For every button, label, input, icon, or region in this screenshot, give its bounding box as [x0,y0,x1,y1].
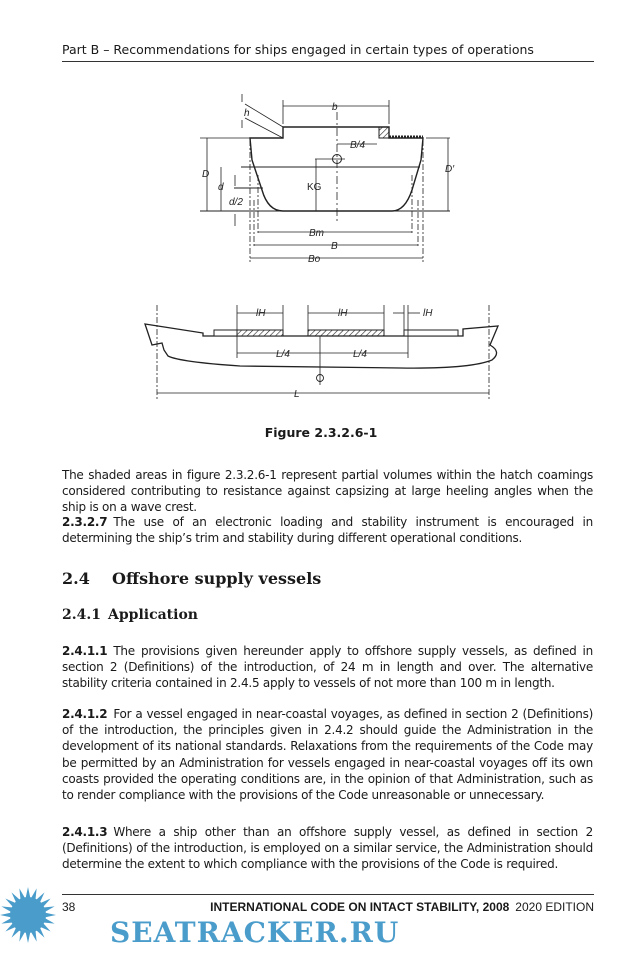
sun-ray [26,932,31,943]
label-lH-3: lH [423,308,433,319]
footer-rule [62,894,594,895]
sun-ray [1,906,12,912]
sun-ray [0,913,11,918]
figure-caption: Figure 2.3.2.6-1 [264,425,378,440]
heading-title: Application [108,607,198,623]
label-d-half: d/2 [229,197,243,208]
watermark-sun-logo [0,880,58,950]
cross-section-drawing [200,94,450,262]
section-heading-2-4 [62,569,321,588]
label-D-prime: D′ [445,164,455,175]
label-L: L [294,389,300,400]
profile-drawing [145,305,498,400]
sun-ray [19,930,25,941]
label-h: h [244,108,250,119]
label-lH-2: lH [338,308,348,319]
paragraph-shaded-areas: The shaded areas in figure 2.3.2.6-1 represent partial volumes within the hatch coamings considered contributing to resistance against capsizing at large heeling angles when the ship is on a wave crest. [62,468,593,515]
label-L4-a: L/4 [276,349,290,360]
para-text: Where a ship other than an offshore supply vessel, as defined in section 2 (Definitions) of the introduction, is employed on a similar service, the Administration should determine the extent to which compliance with the provisions of the Code is required. [62,825,593,872]
footer-title-block [140,900,594,914]
watermark-text: SEATRACKER.RU [110,916,400,949]
sun-ray [31,888,37,899]
sun-ray [1,918,12,924]
label-D: D [202,169,210,180]
label-L4-b: L/4 [353,349,367,360]
sun-ray [19,888,25,899]
paragraph-2-4-1-3 [62,824,593,873]
section-heading-2-4-1 [62,607,198,623]
heading-number: 2.4 [62,569,90,588]
paragraph-2-4-1-2 [62,706,593,803]
heading-number: 2.4.1 [62,607,101,623]
label-b-quarter: B/4 [350,140,366,151]
paragraph-2-4-1-1 [62,643,593,692]
para-number: 2.4.1.2 [62,707,108,721]
sun-ray [43,906,54,912]
label-Bo: Bo [308,254,321,265]
label-Bm: Bm [309,228,324,239]
footer-title: INTERNATIONAL CODE ON INTACT STABILITY, 2008 [210,900,510,914]
para-text: For a vessel engaged in near-coastal voyages, as defined in section 2 (Definitions) of the introduction, the principles given in 2.4.2 should guide the Administration in the development of its national standards. Relaxations from the requirements of the Code may be permitted by an Administration for vessels engaged in near-coastal voyages off its own coasts provided the operating conditions are, in the opinion of that Administration, such as to render compliance with the provisions of the Code unreasonable or unnecessary. [62,707,593,803]
para-number: 2.4.1.1 [62,644,108,658]
label-KG: KG [307,182,322,193]
label-lH-1: lH [256,308,266,319]
label-B: B [331,241,338,252]
para-text: The provisions given hereunder apply to offshore supply vessels, as defined in section 2 (Definitions) of the introduction, of 24 m in length and over. The alternative stability criteria contained in 2.4.5 apply to vessels of not more than 100 m in length. [62,644,593,691]
para-number: 2.3.2.7 [62,515,108,529]
page-number: 38 [62,900,76,914]
para-text: The use of an electronic loading and stability instrument is encouraged in determining the ship’s trim and stability during different operational conditions. [62,515,593,546]
figure-2-3-2-6-1 [0,0,642,420]
sun-ray [43,918,54,924]
heading-title: Offshore supply vessels [112,569,322,588]
footer-edition: 2020 EDITION [515,900,594,914]
sun-ray [26,887,31,898]
para-number: 2.4.1.3 [62,825,108,839]
running-header: Part B – Recommendations for ships engaged in certain types of operations [62,42,534,57]
sun-ray [31,930,37,941]
sun-ray [45,913,56,918]
paragraph-2-3-2-7 [62,514,593,546]
label-d: d [218,182,224,193]
label-b: b [332,102,338,113]
